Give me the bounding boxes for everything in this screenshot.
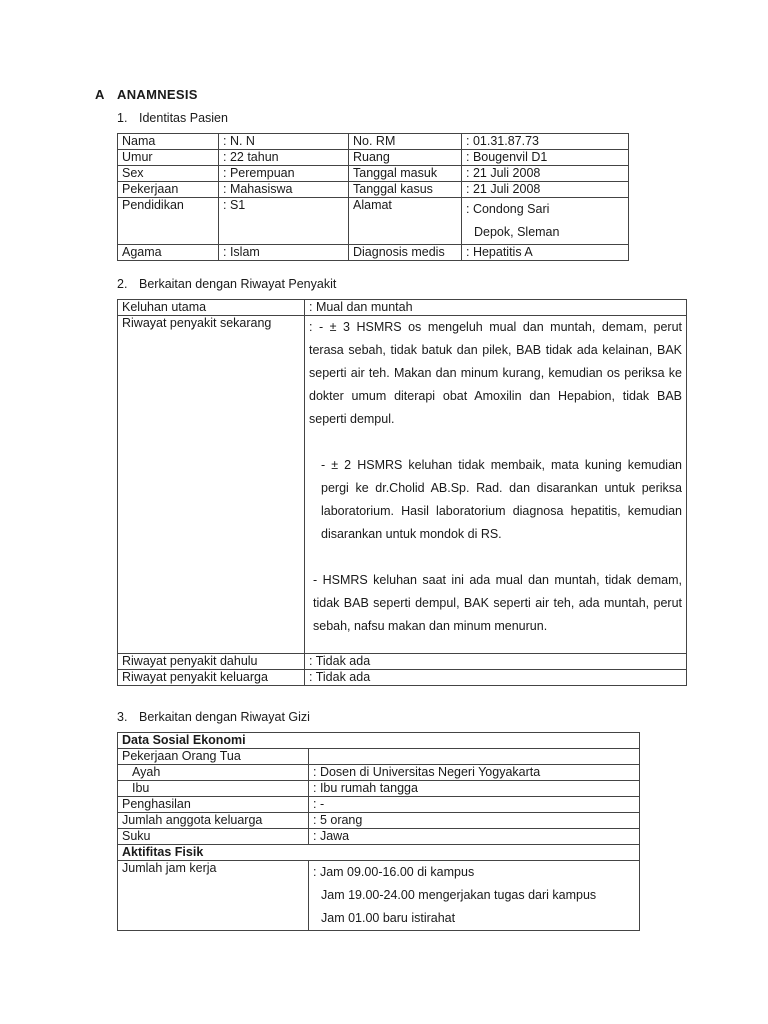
table-row: Agama : Islam Diagnosis medis : Hepatitis A <box>118 245 629 261</box>
table-row: Umur : 22 tahun Ruang : Bougenvil D1 <box>118 150 629 166</box>
subsection-3-title: 3. Berkaitan dengan Riwayat Gizi <box>117 710 310 724</box>
table-row: Riwayat penyakit sekarang : - ± 3 HSMRS os mengeluh mual dan muntah, demam, perut terasa sebah, tidak batuk dan pilek, BAB tidak ada kelainan, BAK seperti air teh. Makan dan minum kurang, kemudian os periksa ke dokter umum diterapi obat Amoxilin dan Hepabion, tidak BAB seperti dempul. - ± 2 HSMRS keluhan tidak membaik, mata kuning kemudian pergi ke dr.Cholid AB.Sp. Rad. dan disarankan untuk periksa laboratorium. Hasil laboratorium diagnosa hepatitis, kemudian disarankan untuk mondok di RS. - HSMRS keluhan saat ini ada mual dan muntah, tidak demam, tidak BAB seperti dempul, BAK seperti air teh, ada muntah, perut sebah, nafsu makan dan minum menurun. <box>118 316 687 654</box>
table-row: Suku : Jawa <box>118 829 640 845</box>
table-row: Data Sosial Ekonomi <box>118 733 640 749</box>
identitas-table <box>117 133 629 261</box>
riwayat-penyakit-table <box>117 299 687 686</box>
table-row: Pekerjaan : Mahasiswa Tanggal kasus : 21 Juli 2008 <box>118 182 629 198</box>
table-row: Pendidikan : S1 Alamat : Condong Sari Depok, Sleman <box>118 198 629 245</box>
riwayat-sekarang-text: : - ± 3 HSMRS os mengeluh mual dan muntah, demam, perut terasa sebah, tidak batuk dan pilek, BAB tidak ada kelainan, BAK seperti air teh. Makan dan minum kurang, kemudian os periksa ke dokter umum diterapi obat Amoxilin dan Hepabion, tidak BAB seperti dempul. - ± 2 HSMRS keluhan tidak membaik, mata kuning kemudian pergi ke dr.Cholid AB.Sp. Rad. dan disarankan untuk periksa laboratorium. Hasil laboratorium diagnosa hepatitis, kemudian disarankan untuk mondok di RS. - HSMRS keluhan saat ini ada mual dan muntah, tidak demam, tidak BAB seperti dempul, BAK seperti air teh, ada muntah, perut sebah, nafsu makan dan minum menurun. <box>305 316 687 654</box>
table-row: Keluhan utama : Mual dan muntah <box>118 300 687 316</box>
table-row: Pekerjaan Orang Tua <box>118 749 640 765</box>
table-row: Aktifitas Fisik <box>118 845 640 861</box>
table-row: Riwayat penyakit dahulu : Tidak ada <box>118 654 687 670</box>
table-row: Jumlah jam kerja : Jam 09.00-16.00 di kampus Jam 19.00-24.00 mengerjakan tugas dari kampus Jam 01.00 baru istirahat <box>118 861 640 931</box>
table-row: Sex : Perempuan Tanggal masuk : 21 Juli 2008 <box>118 166 629 182</box>
riwayat-gizi-table <box>117 732 640 931</box>
section-title: ANAMNESIS <box>117 87 198 102</box>
table-row: Nama : N. N No. RM : 01.31.87.73 <box>118 134 629 150</box>
subsection-1-title: 1. Identitas Pasien <box>117 111 228 125</box>
table-row: Ayah : Dosen di Universitas Negeri Yogyakarta <box>118 765 640 781</box>
section-heading <box>95 87 198 102</box>
table-row: Ibu : Ibu rumah tangga <box>118 781 640 797</box>
subsection-2-title: 2. Berkaitan dengan Riwayat Penyakit <box>117 277 337 291</box>
table-row: Penghasilan : - <box>118 797 640 813</box>
table-row: Riwayat penyakit keluarga : Tidak ada <box>118 670 687 686</box>
section-letter: A <box>95 87 105 102</box>
table-row: Jumlah anggota keluarga : 5 orang <box>118 813 640 829</box>
